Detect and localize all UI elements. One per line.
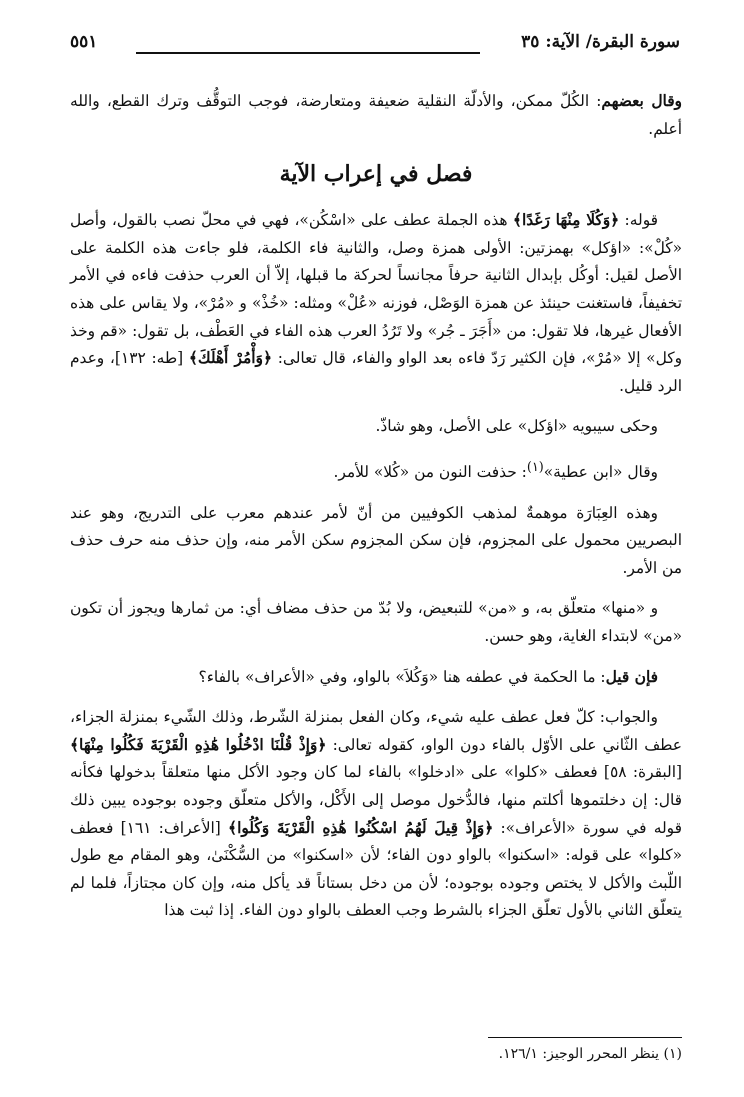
quran-verse: ﴿وَأْمُرْ أَهْلَكَ﴾ <box>188 349 272 368</box>
footnote-marker: (١) <box>526 459 544 475</box>
paragraph-1-text: : الكُلّ ممكن، والأدلّة النقلية ضعيفة ومتعارضة، فوجب التوقُّف وترك القطع، والله أعلم. <box>70 92 682 138</box>
paragraph-7 <box>70 664 682 692</box>
page-number: ٥٥١ <box>70 32 98 52</box>
header-title: سورة البقرة/ الآية: ٣٥ <box>521 32 680 52</box>
paragraph-8-middle: [البقرة: ٥٨] فعطف «كلوا» على «ادخلوا» بالفاء لما كان وجود الأكل منها متعلقاً بدخولها فكأنه قال: إن دخلتموها أكلتم منها، فالدُّخول موصل إلى الأَكْل، والأكل متعلّق وجوده بوجوده يبين ذلك قوله في سورة «الأعراف»: <box>70 763 682 837</box>
paragraph-4-text: وقال «ابن عطية» <box>543 463 658 482</box>
section-heading: فصل في إعراب الآية <box>279 161 473 188</box>
paragraph-2 <box>70 207 682 400</box>
quran-verse: ﴿وَإِذْ قِيلَ لَهُمُ اسْكُنُوا هَٰذِهِ الْقَرْيَةَ وَكُلُوا﴾ <box>228 818 494 837</box>
paragraph-3: وحكى سيبويه «اؤكل» على الأصل، وهو شاذّ. <box>375 417 658 436</box>
running-header <box>70 30 680 60</box>
paragraph-8-end: [الأعراف: ١٦١] فعطف «كلوا» على قوله: «اسكنوا» بالواو دون الفاء؛ لأن «اسكنوا» من السُّكْنَىٰ، وهو المقام مع طول اللّبث والأكل لا يختص وجوده بوجوده؛ لأن من دخل بستاناً قد يأكل منه، وإن كان مجتازاً، فلما لم يتعلّق الثاني بالأول تعلّق الجزاء بالشرط وجب العطف بالواو دون الفاء. إذا ثبت هذا <box>70 818 682 920</box>
header-rule <box>136 52 480 54</box>
question-label: فإن قيل <box>605 667 658 686</box>
paragraph-2-end: [طه: ١٣٢]، وعدم الرد قليل. <box>70 349 682 395</box>
paragraph-6: و «منها» متعلّق به، و «من» للتبعيض، ولا بُدّ من حذف مضاف أي: من ثمارها ويجوز أن تكون «من» لابتداء الغاية، وهو حسن. <box>70 599 682 646</box>
footnote: (١) ينظر المحرر الوجيز: ١٢٦/١. <box>498 1046 682 1062</box>
paragraph-2-intro: قوله: <box>619 211 658 230</box>
main-text <box>70 88 682 925</box>
footnote-rule <box>488 1037 682 1038</box>
paragraph-8 <box>70 704 682 925</box>
paragraph-4 <box>70 454 682 487</box>
paragraph-5: وهذه العِبَارَة موهمةٌ لمذهب الكوفيين من أنّ لأمر عندهم معرب على التدريج، وهو عند البصريين محمول على المجزوم، فإن سكن المجزوم سكن الأمر منه، وإن حذف منه حرف حذف من الأمر. <box>70 503 682 577</box>
paragraph-2-text: هذه الجملة عطف على «اسْكُن»، فهي في محلّ نصب بالقول، وأصل «كُلْ»: «اؤكل» بهمزتين: الأولى همزة وصل، والثانية فاء الكلمة، فلو جاءت هذه الكلمة على الأصل لقيل: أوكُل بإبدال الثانية حرفاً مجانساً لحركة ما قبلها، إلاّ أن العرب حذفت فاءه في الأمر تخفيفاً، فاستغنت حينئذ عن همزة الوَصْل، فوزنه «عُلْ» ومثله: «خُذْ» و «مُرْ»، ولا يقاس على هذه الأفعال غيرها، فلا تقول: من «أَجَرَ ـ جُر» ولا تَرُدُ العرب هذه الفاء في العَطْف، بل تقول: «قم وخذ وكل» إلا «مُرْ»، فإن الكثير رَدّ فاءه بعد الواو والفاء، قال تعالى: <box>70 211 683 368</box>
paragraph-1 <box>70 88 682 143</box>
paragraph-7-text: : ما الحكمة في عطفه هنا «وَكُلاَ» بالواو، وفي «الأعراف» بالفاء؟ <box>198 667 606 686</box>
speaker-label: وقال بعضهم <box>601 92 682 110</box>
quran-verse: ﴿وَكُلَا مِنْهَا رَغَدًا﴾ <box>512 211 620 230</box>
paragraph-8-text: والجواب: كلّ فعل عطف عليه شيء، وكان الفعل بمنزلة الشّرط، وذلك الشّيء بمنزلة الجزاء، عطف الثّاني على الأوّل بالفاء دون الواو، كقوله تعالى: <box>70 708 682 754</box>
paragraph-4-end: : حذفت النون من «كُلا» للأمر. <box>333 463 527 482</box>
quran-verse: ﴿وَإِذْ قُلْنَا ادْخُلُوا هَٰذِهِ الْقَرْيَةَ فَكُلُوا مِنْهَا﴾ <box>70 735 327 754</box>
